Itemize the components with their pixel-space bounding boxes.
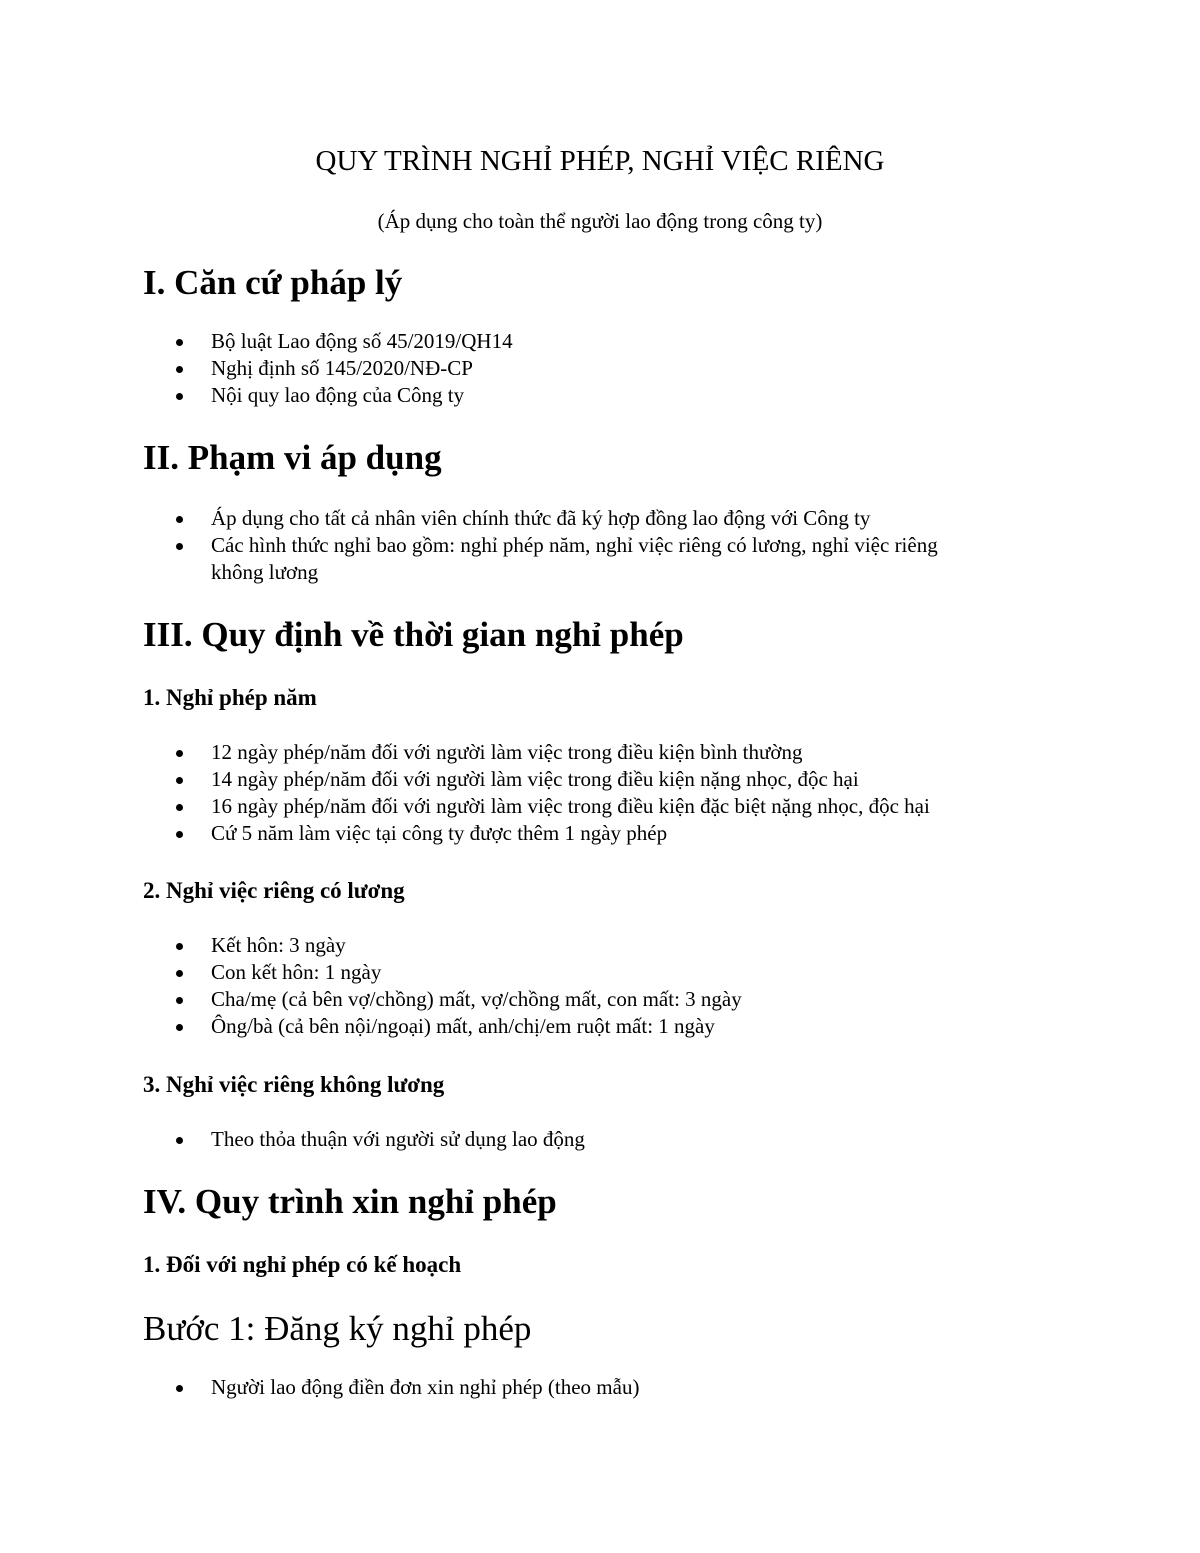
section-heading-scope: II. Phạm vi áp dụng bbox=[143, 438, 442, 477]
bullet-icon bbox=[176, 1385, 183, 1392]
bullet-icon bbox=[176, 750, 183, 757]
section-heading-legal-basis: I. Căn cứ pháp lý bbox=[143, 263, 403, 302]
step-heading-register-leave: Bước 1: Đăng ký nghỉ phép bbox=[143, 1309, 532, 1348]
list-item: Cứ 5 năm làm việc tại công ty được thêm 1 ngày phép bbox=[211, 821, 668, 845]
bullet-icon bbox=[176, 1137, 183, 1144]
bullet-icon bbox=[176, 543, 183, 550]
list-item: Ông/bà (cả bên nội/ngoại) mất, anh/chị/em ruột mất: 1 ngày bbox=[211, 1014, 715, 1038]
subsection-heading-unpaid-leave: 3. Nghỉ việc riêng không lương bbox=[143, 1072, 445, 1097]
bullet-icon bbox=[176, 516, 183, 523]
list-item: 12 ngày phép/năm đối với người làm việc trong điều kiện bình thường bbox=[211, 740, 803, 764]
list-item: Áp dụng cho tất cả nhân viên chính thức đã ký hợp đồng lao động với Công ty bbox=[211, 506, 871, 530]
bullet-icon bbox=[176, 831, 183, 838]
list-item: Theo thỏa thuận với người sử dụng lao động bbox=[211, 1127, 585, 1151]
list-item: 14 ngày phép/năm đối với người làm việc trong điều kiện nặng nhọc, độc hại bbox=[211, 767, 859, 791]
bullet-icon bbox=[176, 943, 183, 950]
list-item: Bộ luật Lao động số 45/2019/QH14 bbox=[211, 329, 513, 353]
bullet-icon bbox=[176, 970, 183, 977]
list-item: Người lao động điền đơn xin nghỉ phép (theo mẫu) bbox=[211, 1375, 640, 1399]
bullet-icon bbox=[176, 1024, 183, 1031]
bullet-icon bbox=[176, 997, 183, 1004]
subsection-heading-annual-leave: 1. Nghỉ phép năm bbox=[143, 685, 317, 710]
document-subtitle: (Áp dụng cho toàn thể người lao động trong công ty) bbox=[377, 209, 823, 233]
subsection-heading-paid-leave: 2. Nghỉ việc riêng có lương bbox=[143, 878, 405, 903]
bullet-icon bbox=[176, 366, 183, 373]
list-item: 16 ngày phép/năm đối với người làm việc trong điều kiện đặc biệt nặng nhọc, độc hại bbox=[211, 794, 930, 818]
list-item: Các hình thức nghỉ bao gồm: nghỉ phép năm, nghỉ việc riêng có lương, nghỉ việc riêng bbox=[211, 533, 938, 557]
bullet-icon bbox=[176, 393, 183, 400]
list-item: Kết hôn: 3 ngày bbox=[211, 933, 346, 957]
section-heading-leave-time: III. Quy định về thời gian nghỉ phép bbox=[143, 615, 684, 654]
section-heading-leave-process: IV. Quy trình xin nghỉ phép bbox=[143, 1182, 557, 1221]
list-item-continuation: không lương bbox=[211, 560, 319, 584]
bullet-icon bbox=[176, 777, 183, 784]
bullet-icon bbox=[176, 804, 183, 811]
document-title: QUY TRÌNH NGHỈ PHÉP, NGHỈ VIỆC RIÊNG bbox=[315, 145, 885, 177]
list-item: Nội quy lao động của Công ty bbox=[211, 383, 465, 407]
list-item: Con kết hôn: 1 ngày bbox=[211, 960, 382, 984]
list-item: Nghị định số 145/2020/NĐ-CP bbox=[211, 356, 473, 380]
bullet-icon bbox=[176, 339, 183, 346]
subsection-heading-planned-leave: 1. Đối với nghỉ phép có kế hoạch bbox=[143, 1252, 462, 1277]
list-item: Cha/mẹ (cả bên vợ/chồng) mất, vợ/chồng mất, con mất: 3 ngày bbox=[211, 987, 742, 1011]
